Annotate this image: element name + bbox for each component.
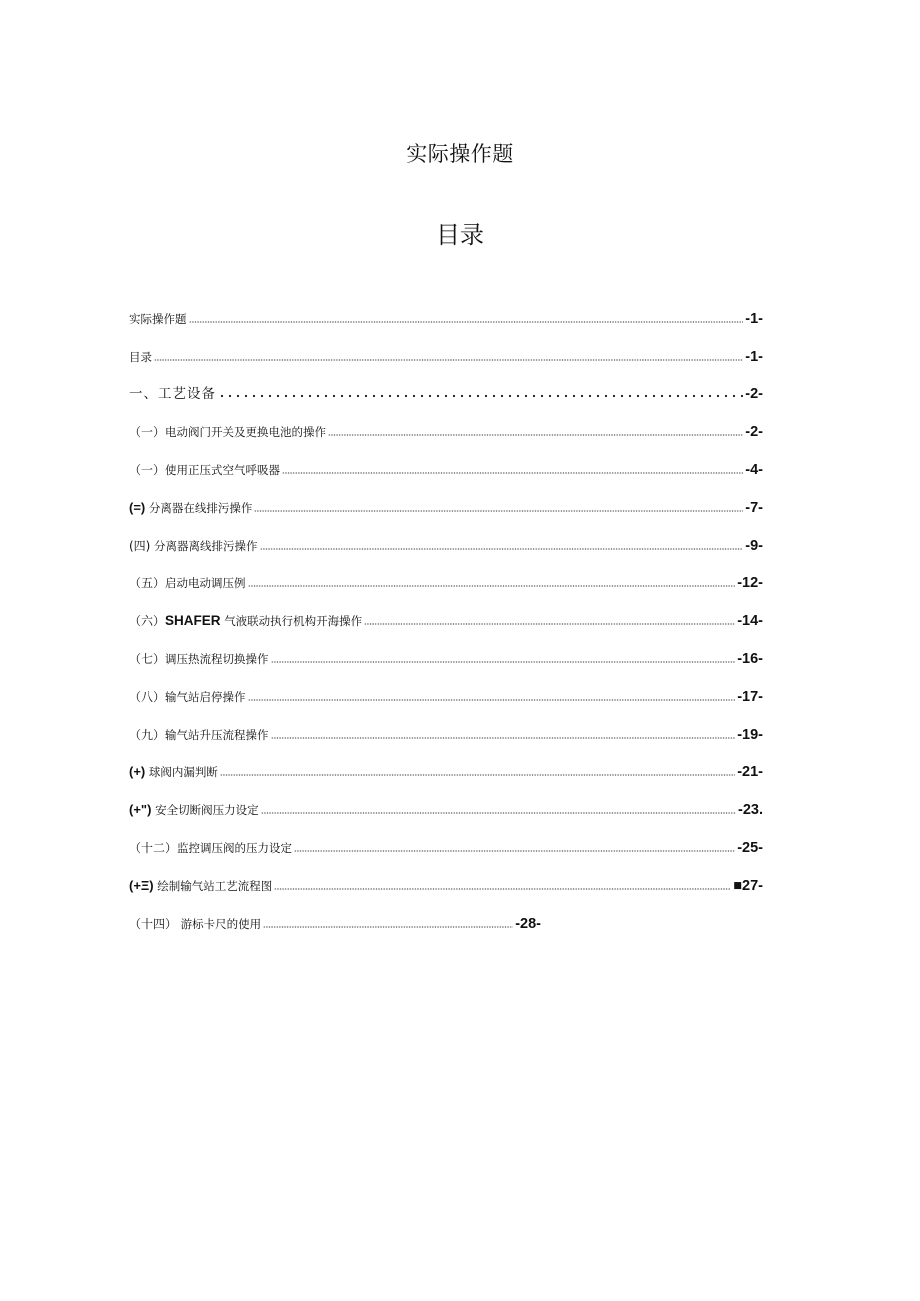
toc-entry-page: -21- xyxy=(737,764,763,781)
toc-entry-label: （一）使用正压式空气呼吸器 xyxy=(129,462,281,477)
toc-entry-number: (+) xyxy=(129,764,146,780)
toc-entry-page: -17- xyxy=(737,688,763,705)
toc-leader-dots xyxy=(154,358,743,362)
toc-entry-number: （一） xyxy=(129,462,166,477)
toc-entry-page: -1- xyxy=(745,310,763,327)
toc-entry-label: 目录 xyxy=(129,349,152,364)
toc-entry[interactable] xyxy=(129,896,541,934)
toc-leader-dots xyxy=(220,773,735,777)
toc-leader-dots xyxy=(328,433,743,437)
toc-leader-dots xyxy=(248,698,736,702)
toc-entry[interactable] xyxy=(129,329,763,367)
toc-entry-number: (+") xyxy=(129,802,152,818)
toc-entry[interactable] xyxy=(129,291,763,329)
toc-entry-page: ■27- xyxy=(733,877,763,894)
toc-entry-label: 实际操作题 xyxy=(129,311,187,326)
toc-entry[interactable] xyxy=(129,858,763,896)
toc-entry-number: （七） xyxy=(129,651,166,666)
toc-entry-number: （八） xyxy=(129,689,166,704)
toc-leader-dots xyxy=(218,393,743,399)
toc-leader-dots xyxy=(189,320,744,324)
toc-entry-page: -25- xyxy=(737,839,763,856)
toc-entry-label: （八）输气站启停操作 xyxy=(129,689,246,704)
toc-entry-number: （九） xyxy=(129,727,166,742)
toc-entry-label: （十二）监控调压阀的压力设定 xyxy=(129,840,293,855)
toc-entry-page: -28- xyxy=(515,915,541,932)
toc-entry-number: (四) xyxy=(129,538,151,553)
toc-entry-label: (+) 球阀内漏判断 xyxy=(129,764,218,780)
toc-entry-label: (四) 分离器离线排污操作 xyxy=(129,538,258,553)
toc-entry-page: -4- xyxy=(745,461,763,478)
toc-entry-page: -2- xyxy=(745,424,763,441)
toc-entry[interactable] xyxy=(129,631,763,669)
toc-leader-dots xyxy=(274,887,731,891)
toc-entry-page: -2- xyxy=(745,386,763,403)
toc-entry-number: （十二） xyxy=(129,840,178,855)
toc-entry-label: 一、工艺设备 xyxy=(129,386,216,403)
toc-entry-page: -12- xyxy=(737,575,763,592)
toc-leader-dots xyxy=(271,660,736,664)
toc-entry-label: （六）SHAFER 气液联动执行机构开海操作 xyxy=(129,613,363,629)
toc-entry-number: (=) xyxy=(129,499,146,515)
toc-entry-label: (+") 安全切断阀压力设定 xyxy=(129,802,259,818)
toc-entry-label: （九）输气站升压流程操作 xyxy=(129,727,269,742)
toc-entry-page: -1- xyxy=(745,348,763,365)
toc-leader-dots xyxy=(294,849,735,853)
toc-entry[interactable] xyxy=(129,518,763,556)
toc-entry-page: -9- xyxy=(745,537,763,554)
toc-entry-page: -19- xyxy=(737,726,763,743)
toc-entry[interactable] xyxy=(129,782,763,820)
toc-entry[interactable] xyxy=(129,707,763,745)
toc-entry[interactable] xyxy=(129,669,763,707)
toc-entry-number: （五） xyxy=(129,576,166,591)
toc-leader-dots xyxy=(282,471,743,475)
toc-entry[interactable] xyxy=(129,593,763,631)
toc-entry-number: (+Ξ) xyxy=(129,877,154,893)
toc-leader-dots xyxy=(364,622,735,626)
toc-entry-label: (=) 分离器在线排污操作 xyxy=(129,499,253,515)
toc-entry-page: -16- xyxy=(737,650,763,667)
toc-entry[interactable] xyxy=(129,556,763,594)
toc-entry-label: （七）调压热流程切换操作 xyxy=(129,651,269,666)
toc-entry-page: -23. xyxy=(738,802,763,819)
toc-entry-label: （十四） 游标卡尺的使用 xyxy=(129,916,262,931)
table-of-contents xyxy=(129,291,763,934)
toc-entry[interactable] xyxy=(129,480,763,518)
toc-entry-brand: SHAFER xyxy=(165,613,221,629)
toc-entry-number: （一） xyxy=(129,425,166,440)
toc-entry-label: （一）电动阀门开关及更换电池的操作 xyxy=(129,425,327,440)
toc-entry-number: （六） xyxy=(129,614,166,629)
toc-entry-label: (+Ξ) 绘制输气站工艺流程图 xyxy=(129,877,273,893)
toc-entry[interactable] xyxy=(129,442,763,480)
toc-leader-dots xyxy=(254,509,743,513)
toc-entry-page: -7- xyxy=(745,499,763,516)
toc-leader-dots xyxy=(263,925,513,929)
toc-entry-section[interactable] xyxy=(129,367,763,405)
document-title: 实际操作题 xyxy=(406,142,514,166)
toc-leader-dots xyxy=(248,584,736,588)
toc-leader-dots xyxy=(271,736,736,740)
toc-entry-page: -14- xyxy=(737,613,763,630)
toc-leader-dots xyxy=(260,547,744,551)
toc-entry-label: （五）启动电动调压例 xyxy=(129,576,246,591)
toc-entry-number: （十四） xyxy=(129,916,178,931)
toc-heading: 目录 xyxy=(436,221,484,249)
toc-entry[interactable] xyxy=(129,745,763,783)
toc-entry[interactable] xyxy=(129,820,763,858)
toc-leader-dots xyxy=(261,811,736,815)
toc-entry[interactable] xyxy=(129,404,763,442)
